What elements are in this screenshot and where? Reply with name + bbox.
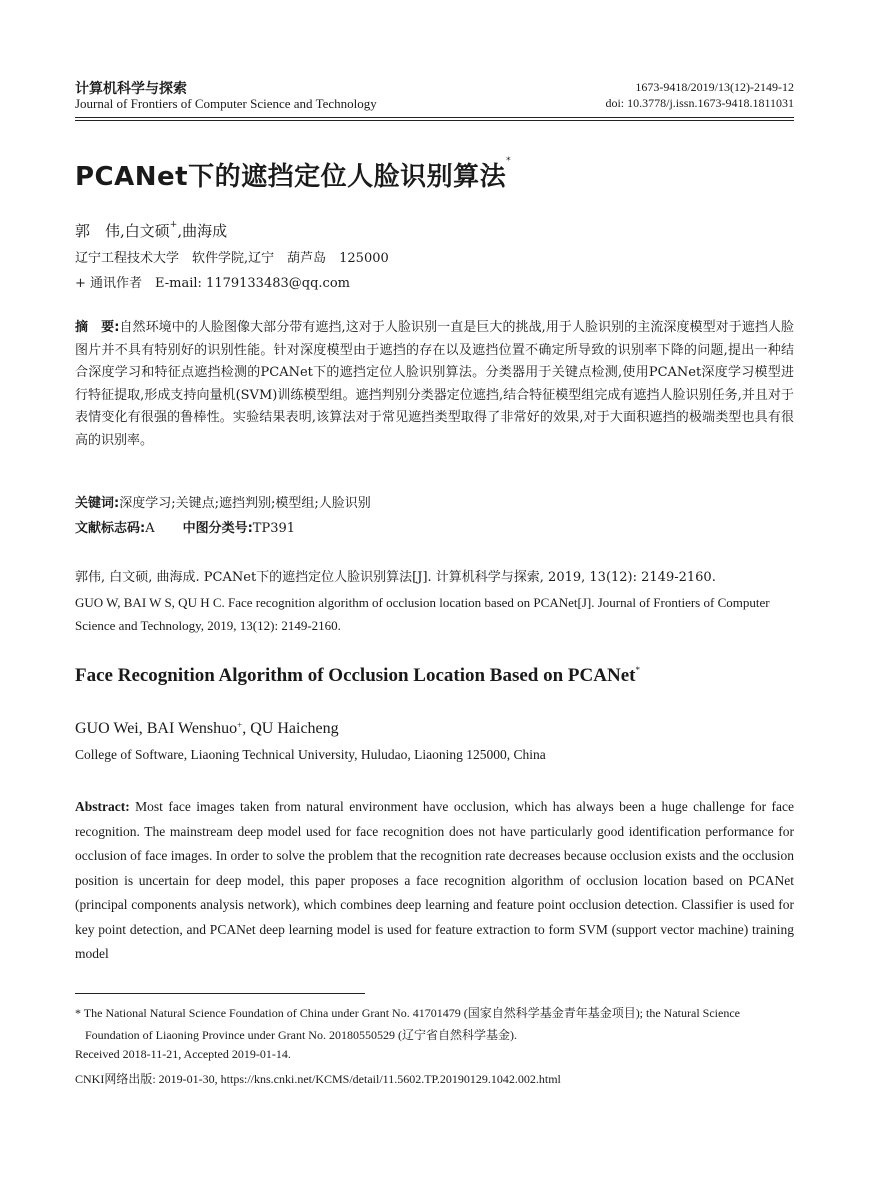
- funding-footnote: [75, 1002, 794, 1046]
- header-rule-bottom: [75, 120, 794, 121]
- corresponding-mark-cn: +: [169, 220, 178, 230]
- class-no-label: 中图分类号:: [182, 521, 253, 536]
- paper-title-cn: [75, 156, 511, 193]
- received-dates: Received 2018-11-21, Accepted 2019-01-14.: [75, 1047, 291, 1061]
- footnote-rule: [75, 993, 365, 994]
- abstract-en: [75, 795, 794, 967]
- doc-code-value: A: [145, 521, 155, 536]
- affiliation-en: College of Software, Liaoning Technical University, Huludao, Liaoning 125000, China: [75, 747, 546, 762]
- authors-cn: [75, 220, 227, 241]
- correspondence-cn: + 通讯作者 E-mail: 1179133483@qq.com: [75, 276, 350, 291]
- abstract-cn: [75, 317, 794, 452]
- doc-code-label: 文献标志码:: [75, 521, 146, 536]
- classification-line: [75, 517, 295, 536]
- journal-name-en: Journal of Frontiers of Computer Science and Technology: [75, 96, 377, 111]
- corresponding-mark-en: +: [237, 720, 243, 730]
- funding-footnote-line1: * The National Natural Science Foundation of China under Grant No. 41701479 (国家自然科学基金青年基金项目); the Natural Science: [75, 1006, 740, 1020]
- title-cn-footnote-mark: *: [506, 156, 512, 166]
- keywords-cn: [75, 492, 371, 511]
- funding-footnote-line2: Foundation of Liaoning Province under Grant No. 20180550529 (辽宁省自然科学基金).: [85, 1028, 517, 1042]
- header-rule-top: [75, 117, 794, 118]
- authors-cn-tail: ,曲海成: [177, 222, 228, 240]
- title-en-text: Face Recognition Algorithm of Occlusion Location Based on PCANet: [75, 665, 636, 686]
- affiliation-cn: 辽宁工程技术大学 软件学院,辽宁 葫芦岛 125000: [75, 251, 389, 266]
- abstract-cn-text: 自然环境中的人脸图像大部分带有遮挡,这对于人脸识别一直是巨大的挑战,用于人脸识别的主流深度模型对于遮挡人脸图片并不具有特别好的识别性能。针对深度模型由于遮挡的存在以及遮挡位置不确定所导致的识别率下降的问题,提出一种结合深度学习和特征点遮挡检测的PCANet下的遮挡定位人脸识别算法。分类器用于关键点检测,使用PCANet深度学习模型进行特征提取,形成支持向量机(SVM)训练模型组。遮挡判别分类器定位遮挡,结合特征模型组完成有遮挡人脸识别任务,并且对于表情变化有很强的鲁棒性。实验结果表明,该算法对于常见遮挡类型取得了非常好的效果,对于大面积遮挡的极端类型也具有很高的识别率。: [75, 320, 794, 448]
- authors-cn-text: 郭 伟,白文硕: [75, 222, 170, 240]
- class-no-value: TP391: [252, 521, 296, 536]
- title-cn-text: PCANet下的遮挡定位人脸识别算法: [75, 162, 507, 192]
- keywords-cn-text: 深度学习;关键点;遮挡判别;模型组;人脸识别: [119, 496, 371, 511]
- keywords-cn-label: 关键词:: [75, 496, 120, 511]
- citation-cn: 郭伟, 白文硕, 曲海成. PCANet下的遮挡定位人脸识别算法[J]. 计算机科学与探索, 2019, 13(12): 2149-2160.: [75, 570, 716, 585]
- authors-en-tail: , QU Haicheng: [242, 720, 339, 737]
- abstract-en-label: Abstract:: [75, 799, 130, 814]
- citation-en: GUO W, BAI W S, QU H C. Face recognition algorithm of occlusion location based on PCANet[J]. Journal of Frontiers of Computer Science and Technology, 2019, 13(12): 2149-2160.: [75, 595, 770, 633]
- title-en-footnote-mark: *: [635, 665, 640, 675]
- journal-name-cn: 计算机科学与探索: [75, 81, 187, 97]
- abstract-en-text: Most face images taken from natural environment have occlusion, which has always been a huge challenge for face recognition. The mainstream deep model used for face recognition does not have particularly good identification performance for occlusion of face images. In order to solve the problem that the recognition rate decreases because occlusion exists and the occlusion position is uncertain for deep model, this paper proposes a face recognition algorithm of occlusion location based on PCANet (principal components analysis network), which combines deep learning and feature point occlusion detection. Classifier is used for key point detection, and PCANet deep learning model is used for feature extraction to form SVM (support vector machine) training model: [75, 799, 794, 961]
- issn-line: 1673-9418/2019/13(12)-2149-12: [635, 80, 794, 94]
- abstract-cn-label: 摘 要:: [75, 320, 120, 335]
- cnki-publication-link[interactable]: CNKI网络出版: 2019-01-30, https://kns.cnki.net/KCMS/detail/11.5602.TP.20190129.1042.002.html: [75, 1072, 561, 1086]
- paper-title-en: [75, 665, 640, 687]
- doi-line[interactable]: doi: 10.3778/j.issn.1673-9418.1811031: [605, 96, 794, 110]
- authors-en: [75, 720, 339, 738]
- authors-en-text: GUO Wei, BAI Wenshuo: [75, 720, 238, 737]
